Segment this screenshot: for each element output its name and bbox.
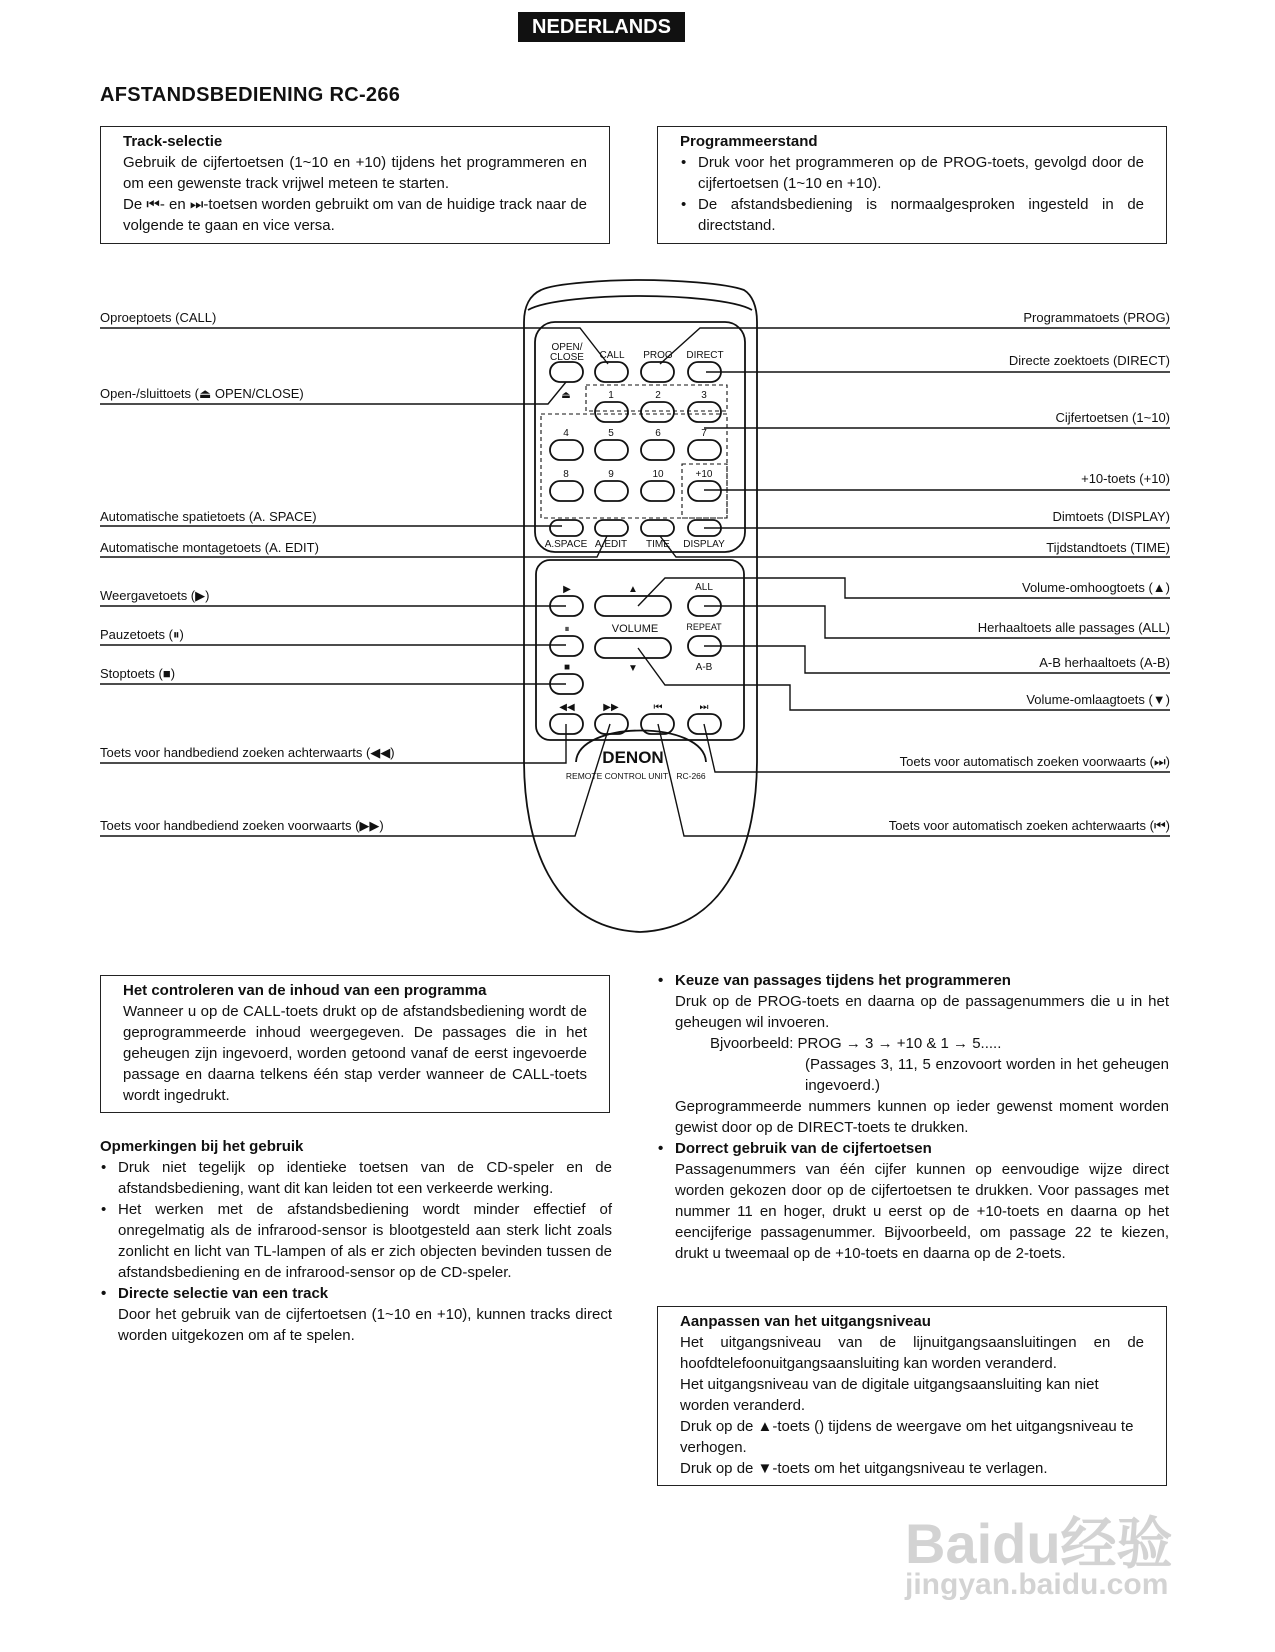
choice-example: Bjvoorbeeld: PROG → 3 → +10 & 1 → 5.....: [710, 1035, 1002, 1052]
model-label: RC-266: [676, 771, 706, 781]
direct-label: DIRECT: [686, 350, 724, 361]
number-label: 1: [608, 390, 614, 401]
label-play: Weergavetoets (▶): [100, 588, 210, 603]
number-button[interactable]: [688, 440, 721, 460]
number-button[interactable]: [550, 440, 583, 460]
call-label: CALL: [599, 350, 625, 361]
usage-notes-heading: Opmerkingen bij het gebruik: [100, 1138, 304, 1155]
display-label: DISPLAY: [683, 539, 725, 550]
watermark-logo: Baidu经验: [905, 1512, 1173, 1575]
plus10-button[interactable]: [688, 481, 721, 501]
plus10-label: +10: [695, 469, 713, 480]
number-button[interactable]: [688, 402, 721, 422]
volume-up-icon: ▲: [628, 584, 638, 595]
number-button[interactable]: [595, 440, 628, 460]
track-selection-text: Gebruik de cijfertoetsen (1~10 en +10) tijdens het programmeren en om een gewenste track vrijwel meteen te starten.: [123, 154, 587, 192]
output-level-line: Het uitgangsniveau van de lijnuitgangsaansluitingen en de hoofdtelefoonuitgangsaansluiting kan worden veranderd.: [680, 1334, 1144, 1372]
open-close-label: OPEN/: [551, 342, 583, 353]
play-icon: ▶: [563, 584, 571, 595]
time-button[interactable]: [641, 520, 674, 536]
choice-text: Druk op de PROG-toets en daarna op de passagenummers die u in het geheugen wil invoeren.: [675, 993, 1169, 1031]
volume-down-icon: ▼: [628, 663, 638, 674]
number-label: 10: [652, 469, 664, 480]
prog-label: PROG: [643, 350, 673, 361]
a-edit-button[interactable]: [595, 520, 628, 536]
correct-use-text: Passagenummers van één cijfer kunnen op eenvoudige wijze direct worden gekozen door op de cijfertoetsen te drukken. Voor passages met nummer 11 en hoger, drukt u eerst op de +10-toets en daarna op het eencijferige passagenummer. Bijvoorbeeld, om passage 22 te kiezen, drukt u tweemaal op de +10-toets en daarna op de 2-toets.: [675, 1161, 1169, 1262]
page-title: AFSTANDSBEDIENING RC-266: [100, 84, 401, 106]
program-mode-item: • Druk voor het programmeren op de PROG-toets, gevolgd door de cijfertoetsen (1~10 en +10).: [680, 152, 1144, 194]
direct-selection-text: Door het gebruik van de cijfertoetsen (1~10 en +10), kunnen tracks direct worden uitgekozen om af te spelen.: [118, 1306, 612, 1344]
number-label: 5: [608, 428, 614, 439]
time-label: TIME: [646, 539, 670, 550]
output-level-box: [657, 1306, 1167, 1486]
usage-note-item: • Druk niet tegelijk op identieke toetsen van de CD-speler en de afstandsbediening, want dit kan leiden tot een verkeerde werking.: [100, 1157, 612, 1199]
choice-text-2: Geprogrammeerde nummers kunnen op ieder gewenst moment worden gewist door op de DIRECT-toets te drukken.: [675, 1098, 1169, 1136]
label-open-close: Open-/sluittoets (⏏ OPEN/CLOSE): [100, 386, 304, 401]
label-a-edit: Automatische montagetoets (A. EDIT): [100, 540, 319, 555]
watermark-url: jingyan.baidu.com: [905, 1568, 1169, 1601]
label-fast-forward: Toets voor handbediend zoeken voorwaarts (▶▶): [100, 818, 384, 833]
number-group-outline: [541, 414, 727, 518]
number-label: 9: [608, 469, 614, 480]
program-check-box: [100, 975, 610, 1113]
label-plus10: +10-toets (+10): [1081, 471, 1170, 486]
label-call: Oproeptoets (CALL): [100, 310, 217, 325]
open-close-label: CLOSE: [550, 352, 584, 363]
direct-selection-heading: • Directe selectie van een track: [100, 1283, 612, 1304]
language-tab: NEDERLANDS: [518, 12, 685, 42]
output-level-line: Druk op de ▼-toets om het uitgangsniveau te verlagen.: [680, 1460, 1048, 1477]
volume-down-button[interactable]: [595, 638, 671, 658]
label-stop: Stoptoets (■): [100, 666, 176, 681]
pause-icon: ⏸: [564, 624, 570, 635]
ab-label: A-B: [695, 662, 713, 673]
label-display: Dimtoets (DISPLAY): [1052, 509, 1170, 524]
fast-forward-icon: ▶▶: [603, 702, 619, 713]
number-label: 4: [563, 428, 569, 439]
a-space-label: A.SPACE: [544, 539, 588, 550]
label-skip-forward: Toets voor automatisch zoeken voorwaarts (⏭): [899, 754, 1170, 769]
open-close-button[interactable]: [550, 362, 583, 382]
remote-unit-label: REMOTE CONTROL UNIT: [565, 771, 669, 781]
label-pause: Pauzetoets (⏸): [100, 627, 184, 642]
number-button[interactable]: [641, 481, 674, 501]
program-mode-heading: Programmeerstand: [680, 133, 818, 150]
prog-button[interactable]: [641, 362, 674, 382]
all-label: ALL: [695, 582, 713, 593]
usage-notes: [100, 1136, 612, 1346]
track-selection-heading: Track-selectie: [123, 133, 223, 150]
number-button[interactable]: [595, 481, 628, 501]
output-level-heading: Aanpassen van het uitgangsniveau: [680, 1313, 931, 1330]
program-check-text: Wanneer u op de CALL-toets drukt op de afstandsbediening wordt de geprogrammeerde inhoud weergegeven. De passages die in het geheugen zijn ingevoerd, worden getoond vanaf de eerst ingevoerde passage en daarna telkens één stap verder wanneer de CALL-toets wordt ingedrukt.: [123, 1003, 587, 1104]
stop-icon: ■: [563, 662, 571, 673]
number-label: 8: [563, 469, 569, 480]
number-label: 7: [701, 428, 707, 439]
skip-forward-icon: ⏭: [699, 702, 709, 713]
number-button[interactable]: [641, 440, 674, 460]
label-direct: Directe zoektoets (DIRECT): [1008, 353, 1170, 368]
volume-up-button[interactable]: [595, 596, 671, 616]
label-a-space: Automatische spatietoets (A. SPACE): [100, 509, 317, 524]
usage-note-item: • Het werken met de afstandsbediening wordt minder effectief of onregelmatig als de infrarood-sensor is blootgesteld aan sterk licht zoals zonlicht en licht van TL-lampen of als er zich objecten bevinden tussen de afstandsbediening en de infrarood-sensor op de CD-speler.: [100, 1199, 612, 1283]
number-label: 3: [701, 390, 707, 401]
leader-line: [100, 328, 608, 364]
label-ab: A-B herhaaltoets (A-B): [1039, 655, 1170, 670]
number-button[interactable]: [550, 481, 583, 501]
label-skip-back: Toets voor automatisch zoeken achterwaarts (⏮): [888, 818, 1170, 833]
label-volume-down: Volume-omlaagtoets (▼): [1026, 692, 1170, 707]
label-all: Herhaaltoets alle passages (ALL): [977, 620, 1170, 635]
program-mode-item: • De afstandsbediening is normaalgesproken ingesteld in de directstand.: [680, 194, 1144, 236]
eject-icon: ⏏: [561, 390, 571, 401]
a-space-button[interactable]: [550, 520, 583, 536]
label-time: Tijdstandtoets (TIME): [1046, 540, 1170, 555]
programming-choice: [657, 970, 1169, 1264]
output-level-line: Druk op de ▲-toets () tijdens de weergave om het uitgangsniveau te verhogen.: [680, 1418, 1134, 1456]
number-button[interactable]: [641, 402, 674, 422]
choice-heading: • Keuze van passages tijdens het programmeren: [657, 970, 1169, 991]
output-level-line: Het uitgangsniveau van de digitale uitgangsaansluiting kan niet worden veranderd.: [680, 1376, 1099, 1414]
a-edit-label: A.EDIT: [594, 539, 628, 550]
number-button[interactable]: [595, 402, 628, 422]
repeat-label: REPEAT: [686, 622, 722, 632]
pause-button[interactable]: [550, 636, 583, 656]
number-label: 6: [655, 428, 661, 439]
label-numbers: Cijfertoetsen (1~10): [1055, 410, 1170, 425]
choice-example-note: (Passages 3, 11, 5 enzovoort worden in het geheugen ingevoerd.): [805, 1056, 1169, 1094]
label-volume-up: Volume-omhoogtoets (▲): [1022, 580, 1170, 595]
label-prog: Programmatoets (PROG): [1023, 310, 1170, 325]
call-button[interactable]: [595, 362, 628, 382]
skip-back-icon: ⏮: [653, 702, 663, 713]
track-selection-text-2: De ⏮- en ⏭-toetsen worden gebruikt om van de huidige track naar de volgende te gaan en vice versa.: [123, 196, 587, 234]
correct-use-heading: • Dorrect gebruik van de cijfertoetsen: [657, 1138, 1169, 1159]
number-label: 2: [655, 390, 661, 401]
rewind-icon: ◀◀: [559, 702, 575, 713]
volume-label: VOLUME: [611, 623, 659, 635]
brand-logo: DENON: [602, 748, 664, 767]
program-check-heading: Het controleren van de inhoud van een programma: [123, 982, 487, 999]
label-rewind: Toets voor handbediend zoeken achterwaarts (◀◀): [100, 745, 395, 760]
